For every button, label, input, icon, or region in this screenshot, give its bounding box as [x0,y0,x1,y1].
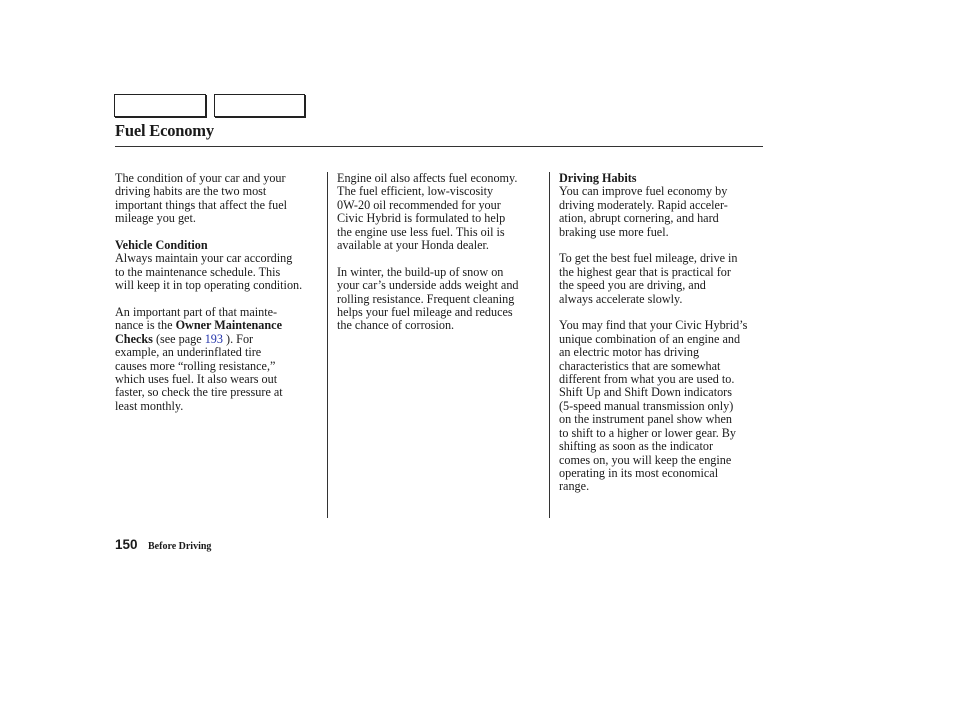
text-line: characteristics that are somewhat [559,358,721,373]
text-line: faster, so check the tire pressure at [115,385,283,400]
text-line: An important part of that mainte- [115,305,278,320]
text-line: Always maintain your car according [115,251,293,266]
hybrid-paragraph [559,319,769,493]
text-line: In winter, the build-up of snow on [337,264,504,279]
text-line: the highest gear that is practical for [559,264,731,279]
text-line: unique combination of an engine and [559,331,741,346]
column-divider [549,172,550,518]
driving-habits-section [559,172,769,239]
text-line: to shift to a higher or lower gear. By [559,425,737,440]
text-line: To get the best fuel mileage, drive in [559,251,738,266]
text-line: always accelerate slowly. [559,291,683,306]
text-line: range. [559,479,590,494]
text-line: causes more “rolling resistance,” [115,358,276,373]
text-line: driving moderately. Rapid acceler- [559,197,728,212]
column-middle [337,172,545,346]
title-rule [115,146,763,147]
text-line: ation, abrupt cornering, and hard [559,211,719,226]
text-line: the engine use less fuel. This oil is [337,224,505,239]
text-line: Engine oil also affects fuel economy. [337,171,518,185]
text-line: example, an underinflated tire [115,345,262,360]
text-line [115,333,325,346]
text-line: braking use more fuel. [559,224,669,239]
text-line: comes on, you will keep the engine [559,452,732,467]
owner-maintenance-term: Owner Maintenance [175,318,282,333]
text-fragment: ). For [222,331,254,346]
text-line: Shift Up and Shift Down indicators [559,385,732,400]
text-line: the chance of corrosion. [337,318,455,333]
text-line: Civic Hybrid is formulated to help [337,211,506,226]
text-line: shifting as soon as the indicator [559,439,714,454]
text-line: important things that affect the fuel [115,197,288,212]
winter-paragraph [337,266,545,333]
text-line: operating in its most economical [559,465,719,480]
column-right [559,172,769,507]
checks-term: Checks [115,331,153,346]
driving-habits-heading: Driving Habits [559,171,637,185]
text-line: You can improve fuel economy by [559,184,728,199]
text-line: The fuel efficient, low-viscosity [337,184,494,199]
text-line: 0W-20 oil recommended for your [337,197,501,212]
text-line: rolling resistance. Frequent cleaning [337,291,515,306]
text-line: your car’s underside adds weight and [337,278,519,293]
page-title: Fuel Economy [115,121,214,140]
vehicle-condition-heading: Vehicle Condition [115,238,208,253]
maintenance-paragraph [115,306,325,413]
gear-paragraph [559,252,769,306]
text-line: the speed you are driving, and [559,278,706,293]
page-reference-link[interactable]: 193 [204,331,223,346]
text-line: which uses fuel. It also wears out [115,372,278,387]
column-divider [327,172,328,518]
text-line: least monthly. [115,398,184,413]
vehicle-condition-section [115,239,325,293]
nav-box-right[interactable] [214,94,305,117]
intro-paragraph [115,172,325,226]
text-line: helps your fuel mileage and reduces [337,305,513,320]
text-line [115,319,325,332]
text-line: You may find that your Civic Hybrid’s [559,318,748,333]
engine-oil-paragraph [337,172,545,252]
text-line: to the maintenance schedule. This [115,264,281,279]
text-line: an electric motor has driving [559,345,700,360]
text-fragment: nance is the [115,318,176,333]
text-line: on the instrument panel show when [559,412,732,427]
text-line: different from what you are used to. [559,372,735,387]
text-line: mileage you get. [115,211,196,226]
text-line: driving habits are the two most [115,184,267,199]
text-line: available at your Honda dealer. [337,238,489,253]
column-left [115,172,325,427]
section-name: Before Driving [148,541,212,552]
text-line: (5-speed manual transmission only) [559,398,734,413]
text-line: will keep it in top operating condition. [115,278,303,293]
text-line: The condition of your car and your [115,171,286,185]
page-number: 150 [115,537,138,552]
nav-box-left[interactable] [114,94,206,117]
text-fragment: (see page [152,331,205,346]
